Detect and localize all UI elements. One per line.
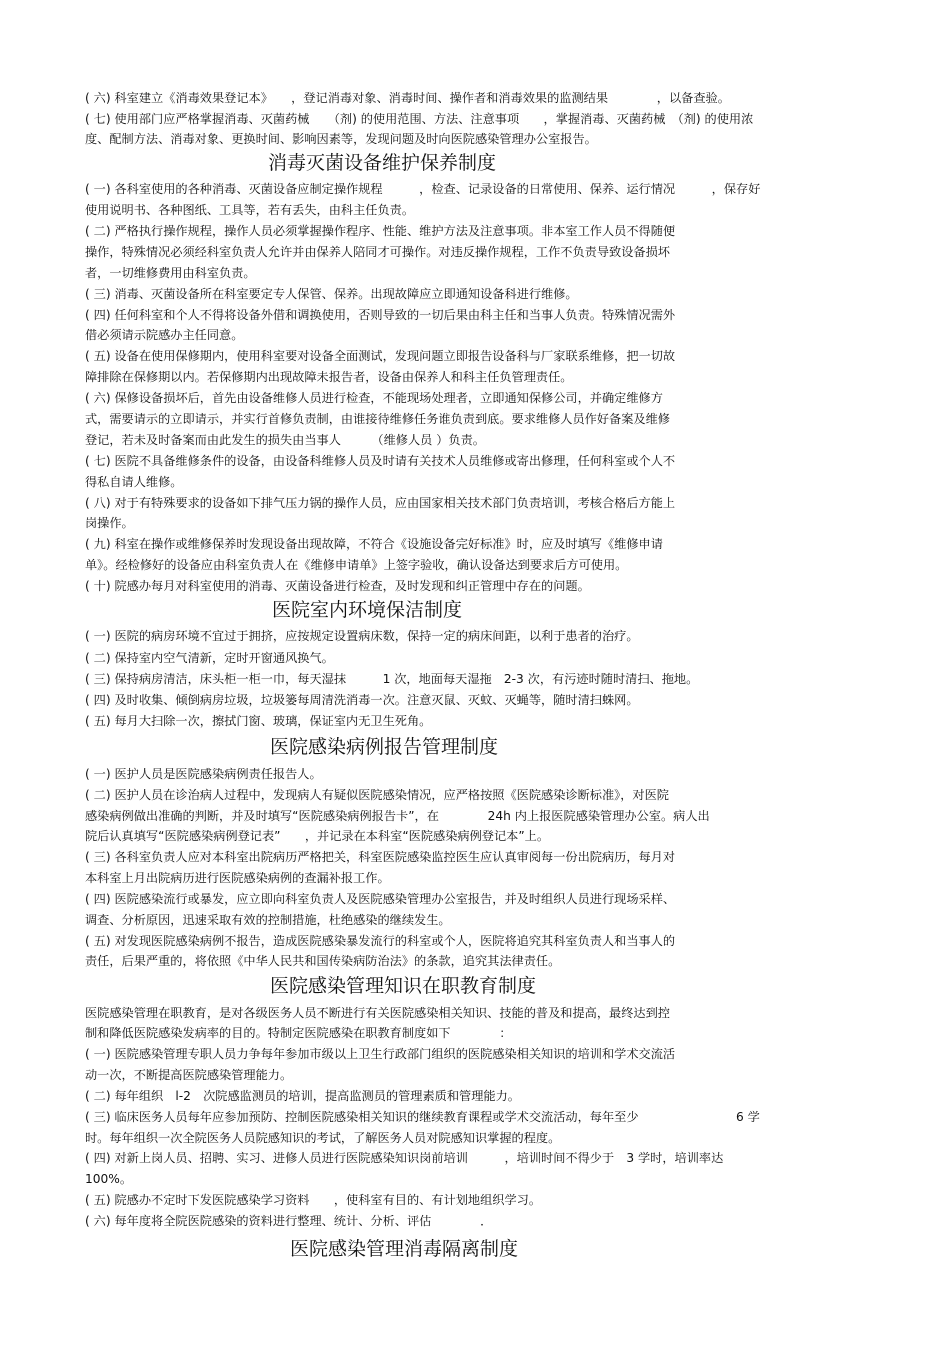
section-title: 消毒灭菌设备维护保养制度 <box>268 152 497 174</box>
paragraph-line: 得私自请人维修。 <box>85 475 183 489</box>
section-title: 医院感染管理消毒隔离制度 <box>290 1238 519 1260</box>
paragraph-line: 感染病例做出准确的判断，并及时填写“医院感染病例报告卡”，在 24h 内上报医院感染管理办公室。病人出 <box>85 809 710 823</box>
section-title: 医院室内环境保洁制度 <box>272 599 463 621</box>
paragraph-line: ( 七) 使用部门应严格掌握消毒、灭菌药械 （剂) 的使用范围、方法、注意事项 ，掌握消毒、灭菌药械 （剂) 的使用浓 <box>85 112 754 126</box>
paragraph-line: ( 一) 医护人员是医院感染病例责任报告人。 <box>85 767 322 781</box>
paragraph-line: 时。每年组织一次全院医务人员院感知识的考试，了解医务人员对院感知识掌握的程度。 <box>85 1131 561 1145</box>
section-title: 医院感染管理知识在职教育制度 <box>270 975 537 997</box>
paragraph-line: 制和降低医院感染发病率的目的。特制定医院感染在职教育制度如下 ： <box>85 1026 512 1040</box>
paragraph-line: ( 五) 设备在使用保修期内，使用科室要对设备全面测试，发现问题立即报告设备科与厂家联系维修，把一切故 <box>85 349 676 363</box>
paragraph-line: ( 二) 严格执行操作规程，操作人员必须掌握操作程序、性能、维护方法及注意事项。非本室工作人员不得随便 <box>85 224 676 238</box>
paragraph-line: ( 六) 科室建立《消毒效果登记本》 ，登记消毒对象、消毒时间、操作者和消毒效果的监测结果 ，以备查验。 <box>85 91 730 105</box>
paragraph-line: ( 九) 科室在操作或维修保养时发现设备出现故障，不符合《设施设备完好标准》时，应及时填写《维修申请 <box>85 537 663 551</box>
section-title: 医院感染病例报告管理制度 <box>270 736 499 758</box>
paragraph-line: ( 五) 对发现医院感染病例不报告，造成医院感染暴发流行的科室或个人，医院将追究其科室负责人和当事人的 <box>85 934 676 948</box>
paragraph-line: ( 八) 对于有特殊要求的设备如下排气压力锅的操作人员，应由国家相关技术部门负责培训，考核合格后方能上 <box>85 496 676 510</box>
paragraph-line: 操作，特殊情况必须经科室负责人允许并由保养人陪同才可操作。对违反操作规程，工作不负责导致设备损坏 <box>85 245 670 259</box>
paragraph-line: ( 三) 消毒、灭菌设备所在科室要定专人保管、保养。出现故障应立即通知设备科进行维修。 <box>85 287 578 301</box>
paragraph-line: 借必须请示院感办主任同意。 <box>85 328 244 342</box>
paragraph-line: ( 一) 医院感染管理专职人员力争每年参加市级以上卫生行政部门组织的医院感染相关知识的培训和学术交流活 <box>85 1047 676 1061</box>
paragraph-line: 本科室上月出院病历进行医院感染病例的查漏补报工作。 <box>85 871 390 885</box>
paragraph-line: 使用说明书、各种图纸、工具等，若有丢失，由科主任负责。 <box>85 203 415 217</box>
paragraph-line: ( 三) 临床医务人员每年应参加预防、控制医院感染相关知识的继续教育课程或学术交流活动，每年至少 6 学 <box>85 1110 760 1124</box>
paragraph-line: ( 七) 医院不具备维修条件的设备，由设备科维修人员及时请有关技术人员维修或寄出修理，任何科室或个人不 <box>85 454 676 468</box>
paragraph-line: 医院感染管理在职教育，是对各级医务人员不断进行有关医院感染相关知识、技能的普及和提高，最终达到控 <box>85 1006 670 1020</box>
paragraph-line: ( 四) 及时收集、倾倒病房垃圾，垃圾篓每周清洗消毒一次。注意灭鼠、灭蚊、灭蝇等，随时清扫蛛网。 <box>85 693 639 707</box>
paragraph-line: ( 一) 医院的病房环境不宜过于拥挤，应按规定设置病床数，保持一定的病床间距，以利于患者的治疗。 <box>85 629 639 643</box>
paragraph-line: 院后认真填写“医院感染病例登记表” ，并记录在本科室“医院感染病例登记本”上。 <box>85 829 550 843</box>
paragraph-line: 者，一切维修费用由科室负责。 <box>85 266 256 280</box>
paragraph-line: 动一次，不断提高医院感染管理能力。 <box>85 1068 293 1082</box>
paragraph-line: ( 二) 每年组织 l-2 次院感监测员的培训，提高监测员的管理素质和管理能力。 <box>85 1089 520 1103</box>
paragraph-line: ( 五) 院感办不定时下发医院感染学习资料 ，使科室有目的、有计划地组织学习。 <box>85 1193 542 1207</box>
paragraph-line: ( 三) 各科室负责人应对本科室出院病历严格把关，科室医院感染监控医生应认真审阅每一份出院病历，每月对 <box>85 850 676 864</box>
paragraph-line: 调查、分析原因，迅速采取有效的控制措施，杜绝感染的继续发生。 <box>85 913 451 927</box>
paragraph-line: 障排除在保修期以内。若保修期内出现故障未报告者，设备由保养人和科主任负管理责任。 <box>85 370 573 384</box>
paragraph-line: ( 四) 医院感染流行或暴发，应立即向科室负责人及医院感染管理办公室报告，并及时组织人员进行现场采样、 <box>85 892 676 906</box>
paragraph-line: 责任，后果严重的，将依照《中华人民共和国传染病防治法》的条款，追究其法律责任。 <box>85 954 561 968</box>
paragraph-line: ( 四) 对新上岗人员、招聘、实习、进修人员进行医院感染知识岗前培训 ，培训时间不得少于 3 学时，培训率达 <box>85 1151 724 1165</box>
paragraph-line: ( 二) 保持室内空气清新，定时开窗通风换气。 <box>85 651 334 665</box>
paragraph-line: 单》。经检修好的设备应由科室负责人在《维修申请单》上签字验收，确认设备达到要求后方可使用。 <box>85 558 628 572</box>
paragraph-line: ( 六) 保修设备损坏后，首先由设备维修人员进行检查，不能现场处理者，立即通知保修公司，并确定维修方 <box>85 391 663 405</box>
paragraph-line: ( 四) 任何科室和个人不得将设备外借和调换使用，否则导致的一切后果由科主任和当事人负责。特殊情况需外 <box>85 308 676 322</box>
paragraph-line: 100%。 <box>85 1172 133 1186</box>
paragraph-line: 岗操作。 <box>85 516 134 530</box>
paragraph-line: ( 二) 医护人员在诊治病人过程中，发现病人有疑似医院感染情况，应严格按照《医院感染诊断标准》，对医院 <box>85 788 669 802</box>
paragraph-line: ( 六) 每年度将全院医院感染的资料进行整理、统计、分析、评估 ． <box>85 1214 493 1228</box>
paragraph-line: ( 一) 各科室使用的各种消毒、灭菌设备应制定操作规程 ，检查、记录设备的日常使用、保养、运行情况 ，保存好 <box>85 182 761 196</box>
paragraph-line: ( 十) 院感办每月对科室使用的消毒、灭菌设备进行检查，及时发现和纠正管理中存在的问题。 <box>85 579 590 593</box>
paragraph-line: 度、配制方法、消毒对象、更换时间、影响因素等，发现问题及时向医院感染管理办公室报告。 <box>85 132 597 146</box>
paragraph-line: ( 三) 保持病房清洁，床头柜一柜一巾，每天湿抹 1 次，地面每天湿拖 2-3 次，有污迹时随时清扫、拖地。 <box>85 672 699 686</box>
paragraph-line: 式，需要请示的立即请示，并实行首修负责制，由谁接待维修任务谁负责到底。要求维修人员作好备案及维修 <box>85 412 670 426</box>
paragraph-line: 登记，若未及时备案而由此发生的损失由当事人 （维修人员 ）负责。 <box>85 433 485 447</box>
paragraph-line: ( 五) 每月大扫除一次，擦拭门窗、玻璃，保证室内无卫生死角。 <box>85 714 432 728</box>
